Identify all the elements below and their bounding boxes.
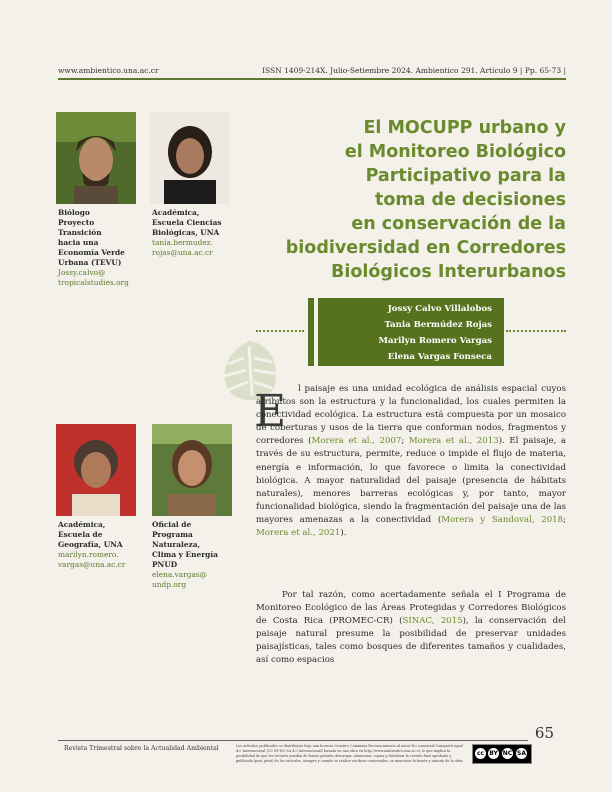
cc-by-icon: BY xyxy=(489,750,498,757)
citation-link[interactable]: Morera et al., 2013 xyxy=(408,436,499,447)
email-link[interactable]: Jossy.calvo@ tropicalstudies.org xyxy=(58,268,129,287)
citation-link[interactable]: Morera et al., 2007 xyxy=(311,436,402,447)
cc-nc-icon: NC xyxy=(502,750,513,757)
affiliation-elena: Oficial de Programa Naturaleza, Clima y Energía PNUD elena.vargas@ undp.org xyxy=(152,520,247,590)
author-photo-tania xyxy=(150,112,230,204)
authors-box xyxy=(318,298,504,366)
site-url[interactable]: www.ambientico.una.ac.cr xyxy=(58,66,159,75)
affiliation-jossy: Biólogo Proyecto Transición hacia una Economía Verde Urbana (TEVU) Jossy.calvo@ tropicalstudies.org xyxy=(58,208,148,288)
cc-sa-icon: SA xyxy=(517,750,526,757)
author-name: Elena Vargas Fonseca xyxy=(387,352,492,362)
journal-name: Revista Trimestral sobre la Actualidad Ambiental xyxy=(64,745,219,752)
citation-link[interactable]: SINAC, 2015 xyxy=(402,616,463,627)
author-name: Marilyn Romero Vargas xyxy=(378,336,492,346)
email-link[interactable]: marilyn.romero. vargas@una.ac.cr xyxy=(58,550,126,569)
citation-link[interactable]: Morera et al., 2021 xyxy=(256,528,341,539)
affiliation-marilyn: Académica, Escuela de Geografía, UNA marilyn.romero. vargas@una.ac.cr xyxy=(58,520,148,570)
cc-license-icon[interactable]: cc BY NC SA xyxy=(472,744,532,764)
license-text: Los artículos publicados se distribuyen bajo una licencia Creative Commons Reconocimiento al autor-No comercial-Compartir igual 4.0 Internacional (CC BY-NC SA 4.0 Internacional) basada en una obra en http://www.ambientico.una.ac.cr, lo que implica la posibilidad de que los lectores puedan de forma gratuita descargar, almacenar, copiar y distribuir la versión final aprobada y publicada (post print) de los artículos, siempre y cuando se realice sin fines comerciales, se mencione la fuente y autoría de la obra. xyxy=(236,744,464,763)
affiliation-tania: Académica, Escuela Ciencias Biológicas, UNA tania.bermudez. rojas@una.ac.cr xyxy=(152,208,247,258)
article-title: El MOCUPP urbano y el Monitoreo Biológico Participativo para la toma de decisiones en conservación de la biodiversidad en Corredores Biológicos Interurbanos xyxy=(285,118,566,282)
author-photo-jossy xyxy=(56,112,136,204)
page-number: 65 xyxy=(534,724,554,742)
footer-rule xyxy=(58,740,528,741)
dotted-divider xyxy=(506,330,566,332)
accent-bar xyxy=(308,298,314,366)
body-paragraph: Por tal razón, como acertadamente señala el I Programa de Monitoreo Ecológico de las Áreas Protegidas y Corredores Biológicos de Costa Rica (PROMEC-CR) (SINAC, 2015), la conservación del paisaje natural presume la posibilidad de preservar unidades paisajísticas, tales como bosques de diferentes tamaños y cualidades, así como espacios xyxy=(256,590,566,666)
drop-cap: E xyxy=(254,386,287,437)
header-rule xyxy=(58,78,566,80)
author-photo-elena xyxy=(152,424,232,516)
email-link[interactable]: elena.vargas@ undp.org xyxy=(152,570,208,589)
citation-link[interactable]: Morera y Sandoval, 2018 xyxy=(441,514,564,525)
dotted-divider xyxy=(256,330,304,332)
author-photo-marilyn xyxy=(56,424,136,516)
author-name: Tania Bermúdez Rojas xyxy=(384,320,492,330)
issn-line: ISSN 1409-214X. Julio-Setiembre 2024. Ambientico 291. Artículo 9 | Pp. 65-73 | xyxy=(262,66,566,75)
body-paragraph: l paisaje es una unidad ecológica de análisis espacial cuyos atributos son la estructura y la funcionalidad, los cuales permiten la conectividad ecológica. La estructura está compuesta por un mosaico de coberturas y usos de la tierra que conforman nodos, fragmentos y corredores (Morera et al., 2007; Morera et al., 2013). El paisaje, a través de su estructura, permite, reduce o impide el flujo de materia, energía e información, lo que favorece o limita la conectividad biológica. A mayor naturalidad del paisaje (presencia de hábitats naturales), menores barreras ecológicas y, por tanto, mayor funcionalidad biológica, siendo la fragmentación del paisaje una de las mayores amenazas a la conectividad (Morera y Sandoval, 2018; Morera et al., 2021). xyxy=(256,384,567,539)
author-name: Jossy Calvo Villalobos xyxy=(387,304,492,314)
email-link[interactable]: tania.bermudez. rojas@una.ac.cr xyxy=(152,238,214,257)
